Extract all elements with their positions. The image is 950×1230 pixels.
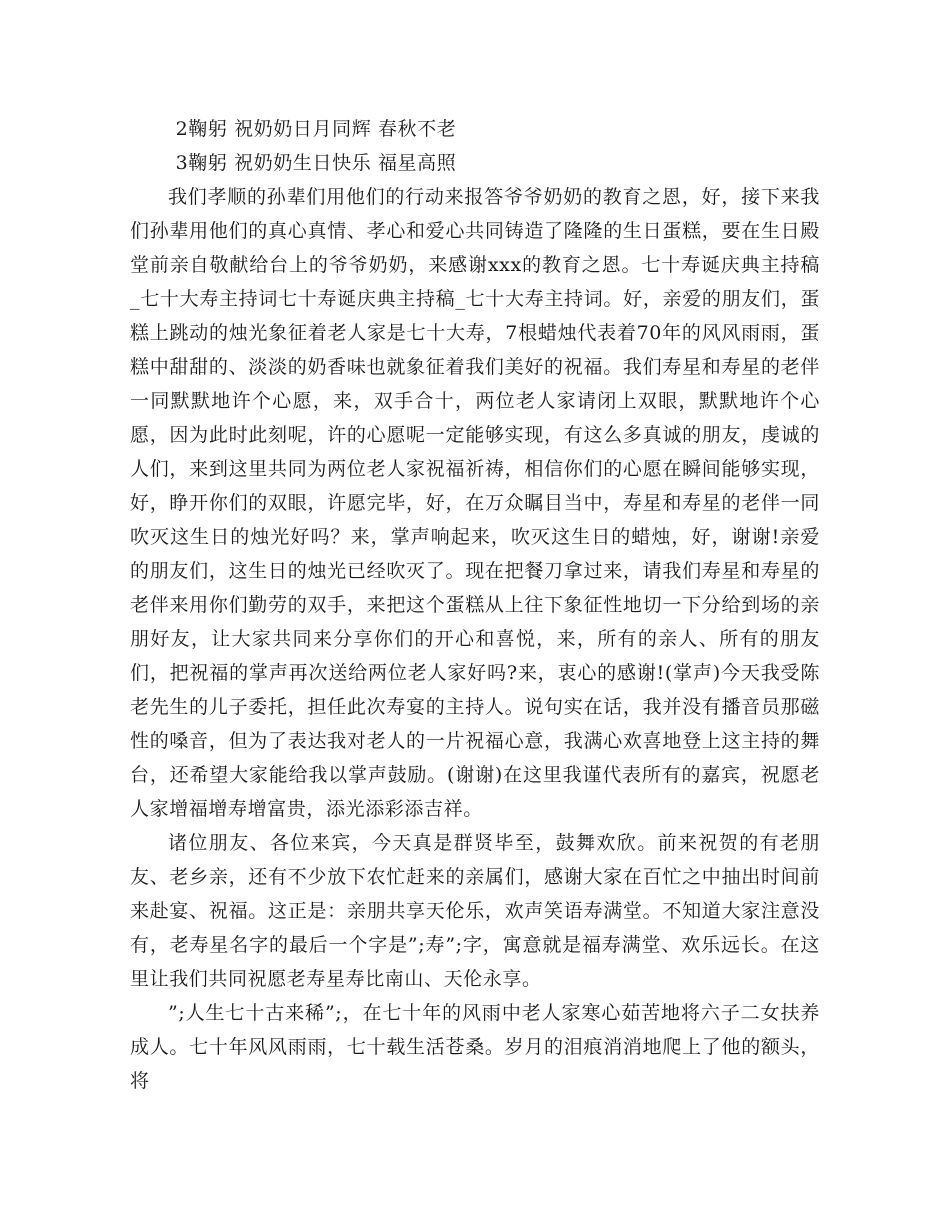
paragraph-cake-ceremony: 我们孝顺的孙辈们用他们的行动来报答爷爷奶奶的教育之恩，好，接下来我们孙辈用他们的真心真情、孝心和爱心共同铸造了隆隆的生日蛋糕，要在生日殿堂前亲自敬献给台上的爷爷奶奶，来感谢xxx的教育之恩。七十寿诞庆典主持稿_七十大寿主持词七十寿诞庆典主持稿_七十大寿主持词。好，亲爱的朋友们，蛋糕上跳动的烛光象征着老人家是七十大寿，7根蜡烛代表着70年的风风雨雨，蛋糕中甜甜的、淡淡的奶香味也就象征着我们美好的祝福。我们寿星和寿星的老伴一同默默地许个心愿，来，双手合十，两位老人家请闭上双眼，默默地许个心愿，因为此时此刻呢，许的心愿呢一定能够实现，有这么多真诚的朋友，虔诚的人们，来到这里共同为两位老人家祝福祈祷，相信你们的心愿在瞬间能够实现，好，睁开你们的双眼，许愿完毕，好，在万众瞩目当中，寿星和寿星的老伴一同吹灭这生日的烛光好吗？来，掌声响起来，吹灭这生日的蜡烛，好，谢谢!亲爱的朋友们，这生日的烛光已经吹灭了。现在把餐刀拿过来，请我们寿星和寿星的老伴来用你们勤劳的双手，来把这个蛋糕从上往下象征性地切一下分给到场的亲朋好友，让大家共同来分享你们的开心和喜悦，来，所有的亲人、所有的朋友们，把祝福的掌声再次送给两位老人家好吗?来，衷心的感谢!(掌声)今天我受陈老先生的儿子委托，担任此次寿宴的主持人。说句实在话，我并没有播音员那磁性的嗓音，但为了表达我对老人的一片祝福心意，我满心欢喜地登上这主持的舞台，还希望大家能给我以掌声鼓励。(谢谢)在这里我谨代表所有的嘉宾，祝愿老人家增福增寿增富贵，添光添彩添吉祥。 [130, 186, 820, 820]
bow-line-3: 3鞠躬 祝奶奶生日快乐 福星高照 [175, 152, 457, 174]
bow-line-2: 2鞠躬 祝奶奶日月同辉 春秋不老 [175, 118, 457, 140]
document-body [130, 112, 820, 1098]
paragraph-seventy-years: ”;人生七十古来稀”;，在七十年的风雨中老人家寒心茹苦地将六子二女扶养成人。七十年风风雨雨，七十载生活苍桑。岁月的泪痕消消地爬上了他的额头，将 [130, 1002, 820, 1092]
paragraph-greeting: 诸位朋友、各位来宾，今天真是群贤毕至，鼓舞欢欣。前来祝贺的有老朋友、老乡亲，还有不少放下农忙赶来的亲属们，感谢大家在百忙之中抽出时间前来赴宴、祝福。这正是：亲朋共享天伦乐，欢声笑语寿满堂。不知道大家注意没有，老寿星名字的最后一个字是”;寿”;字，寓意就是福寿满堂、欢乐远长。在这里让我们共同祝愿老寿星寿比南山、天伦永享。 [130, 832, 820, 990]
